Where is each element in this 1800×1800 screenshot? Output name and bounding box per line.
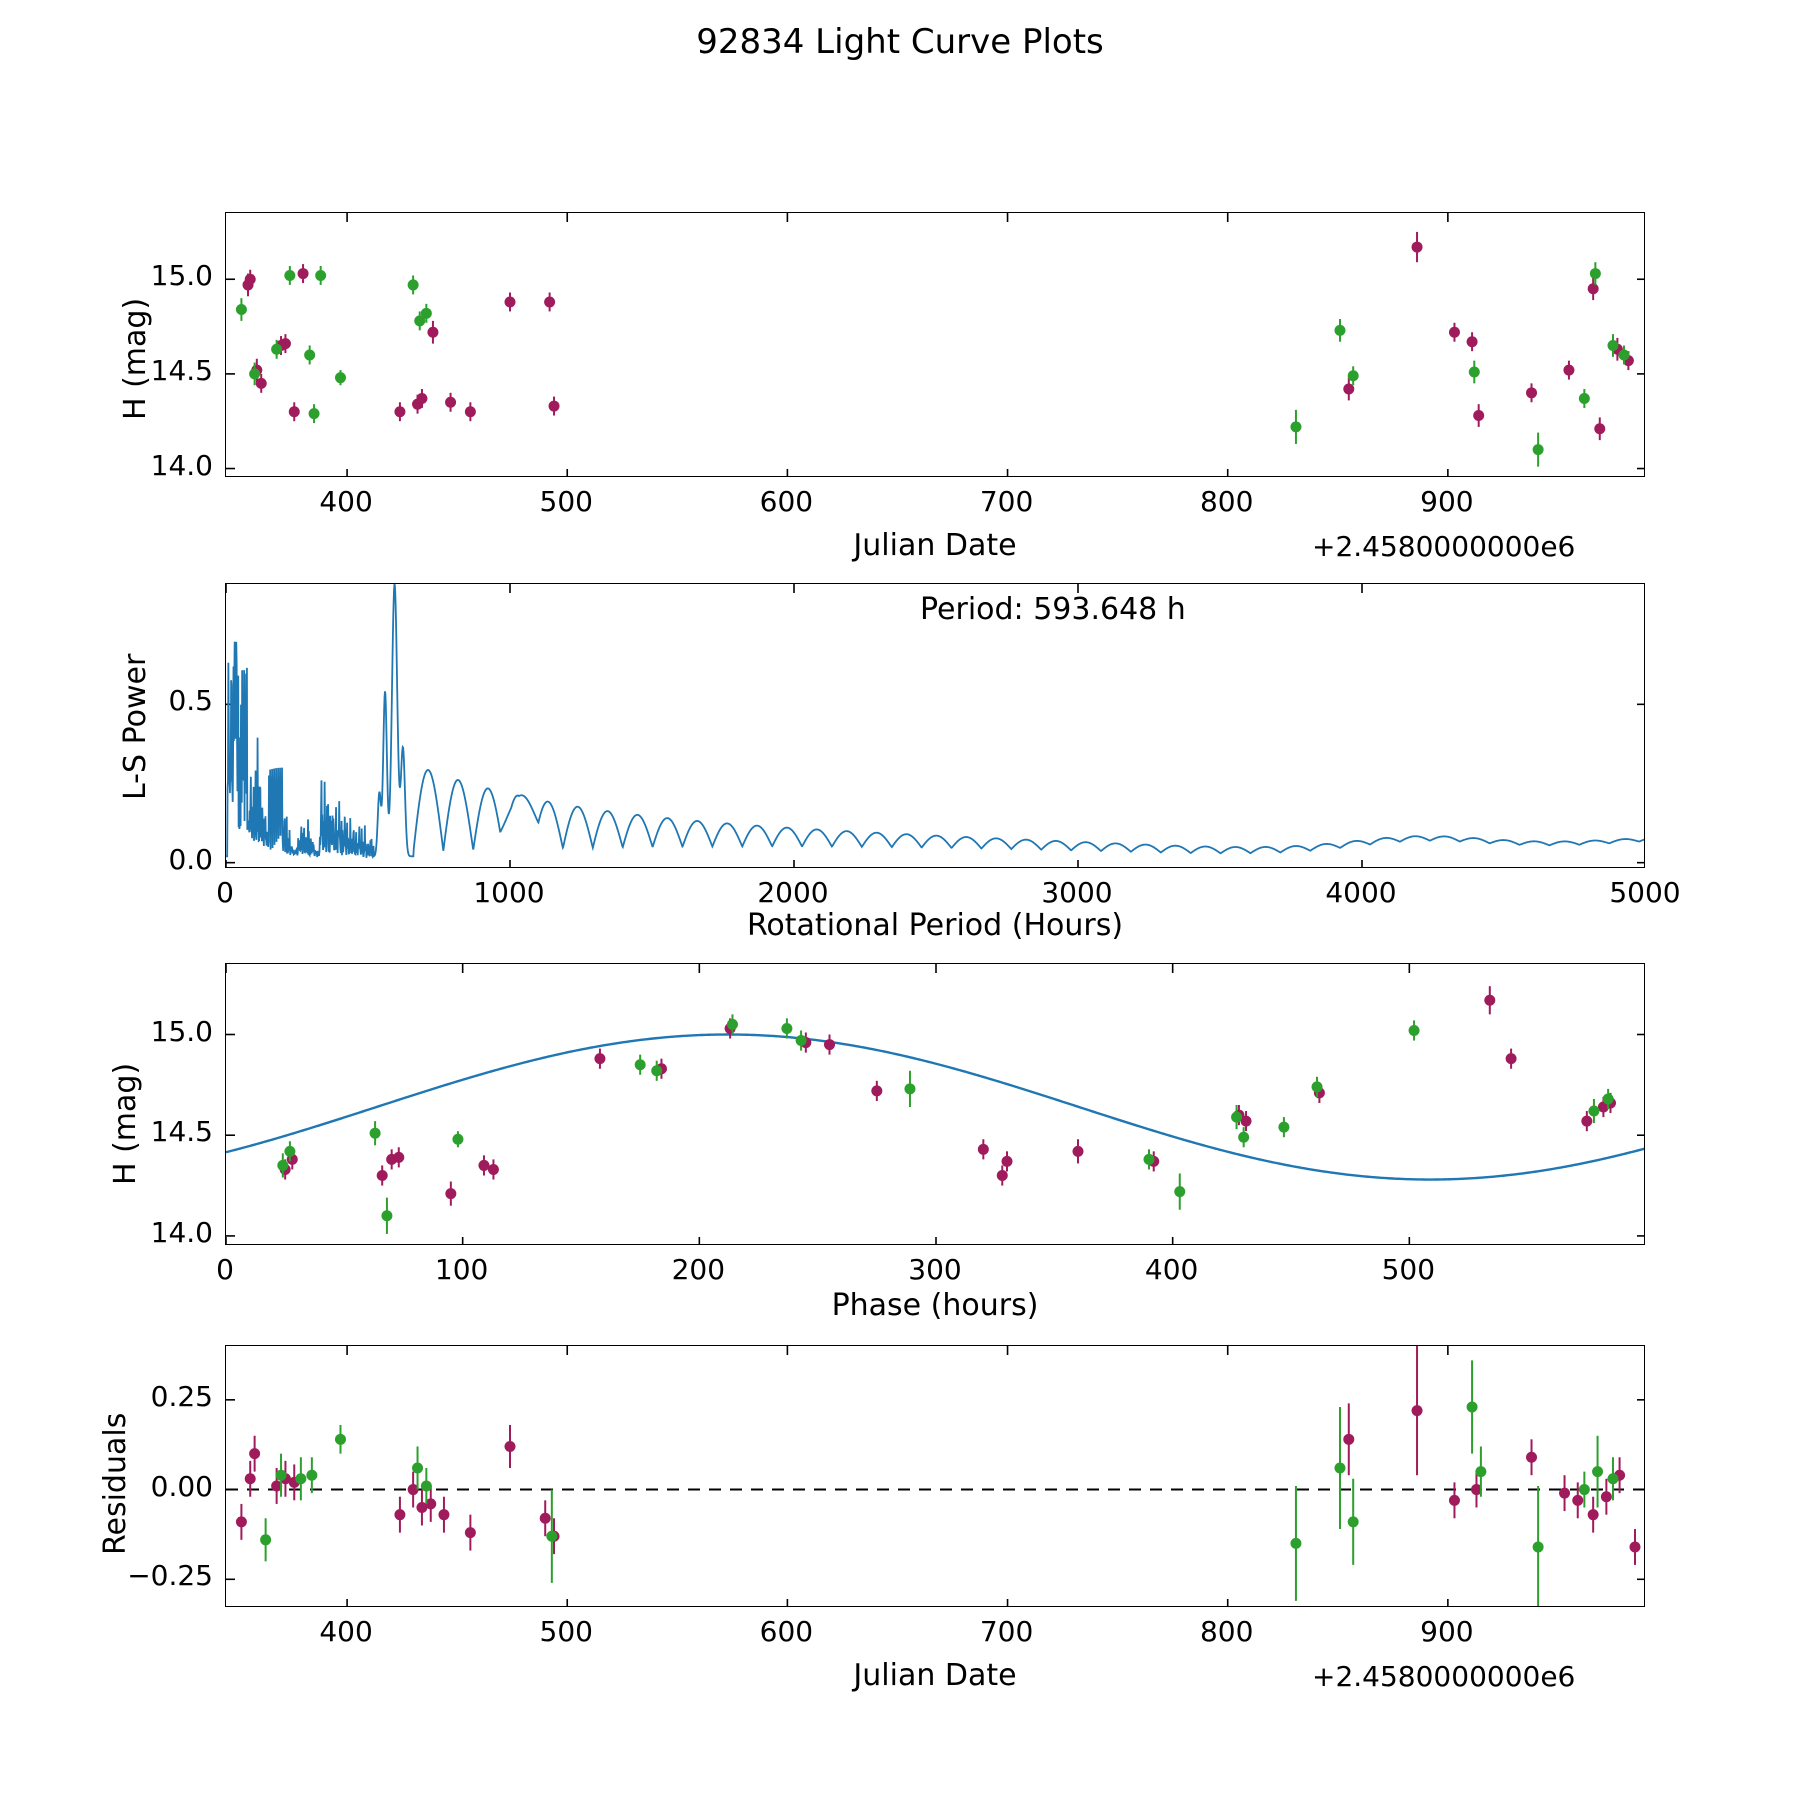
- ax4-xtick: 900: [1420, 1615, 1474, 1648]
- ax1-ytick: 14.0: [150, 448, 213, 482]
- ax1-xtick: 600: [759, 485, 814, 518]
- ax3-xtick: 500: [1381, 1253, 1436, 1286]
- periodogram-xlabel: Rotational Period (Hours): [746, 908, 1124, 943]
- ax4-xtick: 400: [319, 1615, 373, 1648]
- ax3-xtick: 100: [434, 1253, 489, 1286]
- lightcurve-ylabel: H (mag): [118, 297, 153, 420]
- ax4-xtick: 600: [759, 1615, 814, 1648]
- periodogram-ylabel: L-S Power: [118, 653, 153, 800]
- ax4-ytick: 0.00: [150, 1469, 213, 1503]
- period-annotation: Period: 593.648 h: [920, 592, 1186, 627]
- ax1-xtick: 400: [319, 485, 373, 518]
- lightcurve-xlabel: Julian Date: [853, 528, 1017, 563]
- ax3-xtick: 200: [671, 1253, 726, 1286]
- ax4-ytick: −0.25: [127, 1559, 213, 1593]
- ax2-xtick: 3000: [1041, 876, 1113, 909]
- ax2-ytick: 0.0: [168, 842, 213, 876]
- ax1-ytick: 15.0: [150, 259, 213, 293]
- ax2-xtick: 4000: [1325, 876, 1397, 909]
- residuals-ylabel: Residuals: [98, 1412, 133, 1555]
- ax1-xtick: 800: [1199, 485, 1254, 518]
- ax4-xtick: 800: [1199, 1615, 1254, 1648]
- ax2-xtick: 1000: [473, 876, 545, 909]
- lightcurve-x-offset: +2.4580000000e6: [1312, 530, 1576, 563]
- lightcurve-axes: [225, 212, 1645, 477]
- ax3-ytick: 14.0: [150, 1215, 213, 1249]
- residuals-x-offset: +2.4580000000e6: [1312, 1660, 1576, 1693]
- ax4-xtick: 500: [539, 1615, 593, 1648]
- ax3-xtick: 400: [1144, 1253, 1199, 1286]
- ax2-xtick: 0: [216, 876, 234, 909]
- ax1-xtick: 900: [1420, 485, 1474, 518]
- ax2-ytick: 0.5: [168, 684, 213, 718]
- ax4-ytick: 0.25: [150, 1379, 213, 1413]
- residuals-axes: [225, 1345, 1645, 1607]
- residuals-xlabel: Julian Date: [853, 1658, 1017, 1693]
- ax2-xtick: 5000: [1609, 876, 1681, 909]
- ax2-xtick: 2000: [757, 876, 829, 909]
- ax1-xtick: 700: [979, 485, 1034, 518]
- figure-title: 92834 Light Curve Plots: [696, 22, 1104, 62]
- ax3-xtick: 0: [216, 1253, 234, 1286]
- ax3-ytick: 15.0: [150, 1014, 213, 1048]
- ax4-xtick: 700: [979, 1615, 1034, 1648]
- phasefold-xlabel: Phase (hours): [831, 1288, 1039, 1323]
- ax3-xtick: 300: [908, 1253, 962, 1286]
- phasefold-axes: [225, 963, 1645, 1245]
- ax3-ytick: 14.5: [150, 1115, 213, 1149]
- ax1-ytick: 14.5: [150, 353, 213, 387]
- ax1-xtick: 500: [539, 485, 593, 518]
- phasefold-ylabel: H (mag): [108, 1062, 143, 1185]
